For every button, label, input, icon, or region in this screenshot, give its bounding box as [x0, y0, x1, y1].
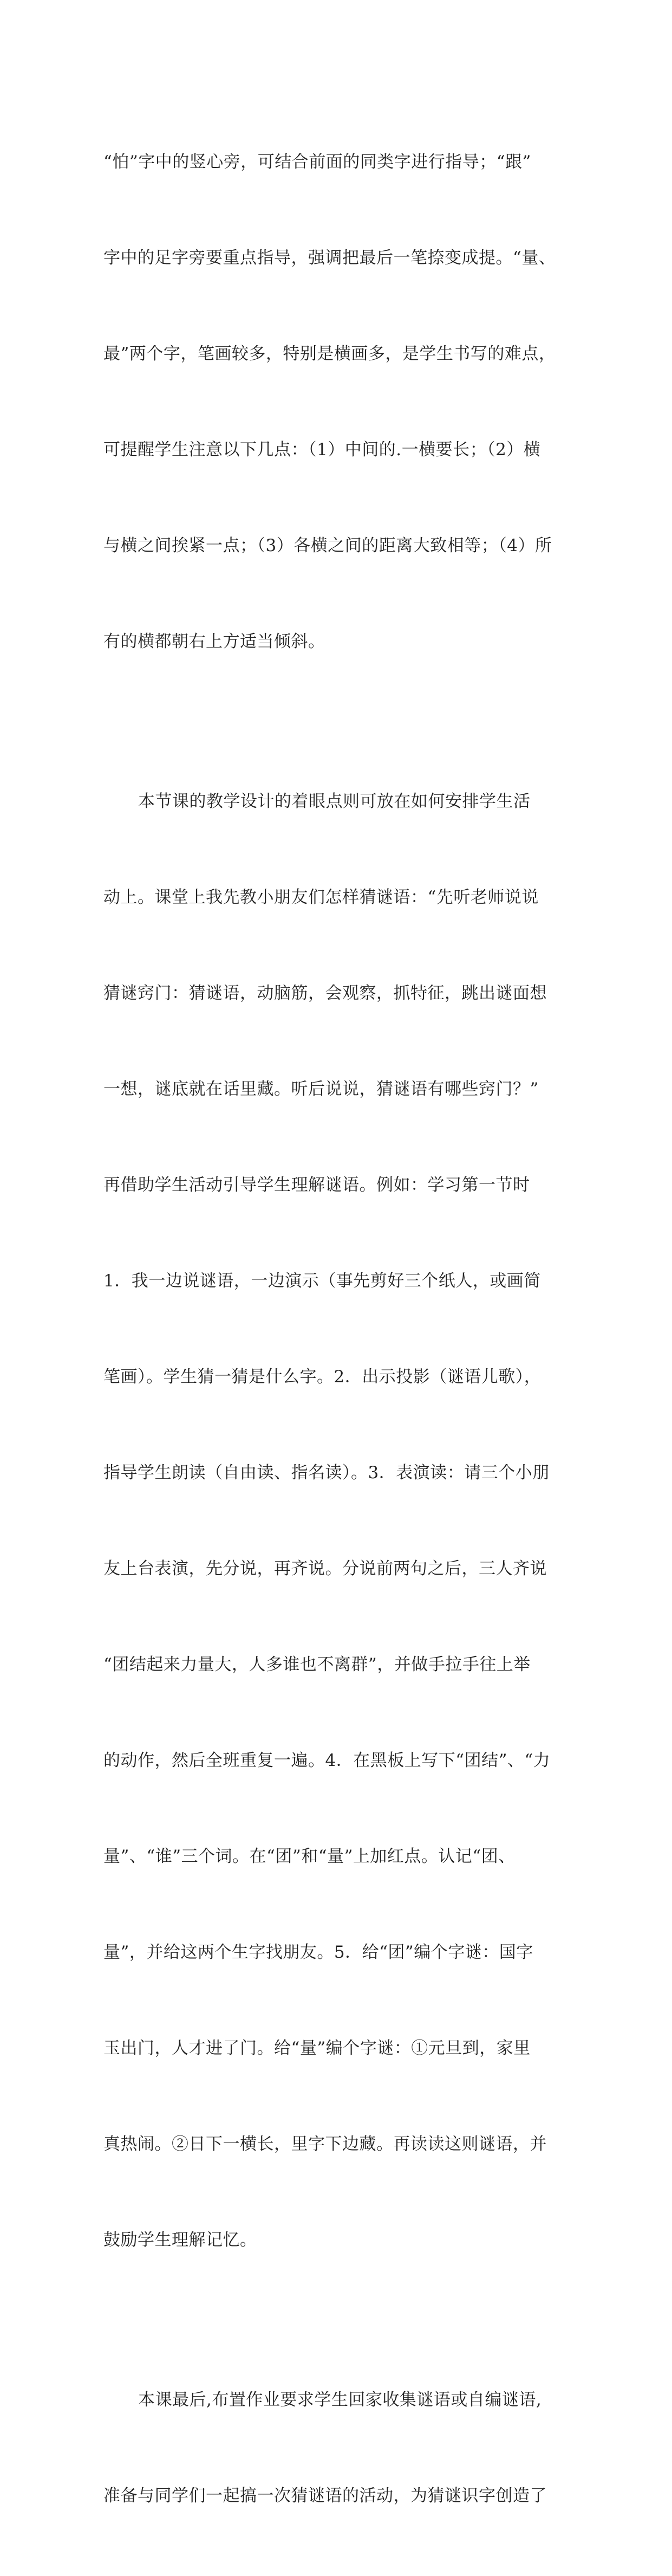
text-line: 玉出门，人才进了门。给“量”编个字谜：①元旦到，家里: [103, 2038, 531, 2058]
text-line: 的动作，然后全班重复一遍。4．在黑板上写下“团结”、“力: [103, 1751, 551, 1770]
text-line: 再借助学生活动引导学生理解谜语。例如：学习第一节时: [103, 1175, 530, 1195]
text-line: 友上台表演，先分说，再齐说。分说前两句之后，三人齐说: [103, 1559, 547, 1578]
text-line: 与横之间挨紧一点；（3）各横之间的距离大致相等；（4）所: [103, 536, 552, 555]
text-line: 鼓励学生理解记忆。: [103, 2230, 257, 2250]
text-line: “怕”字中的竖心旁，可结合前面的同类字进行指导；“跟”: [103, 152, 531, 172]
body-text: [103, 82, 570, 2576]
text-line: 可提醒学生注意以下几点：（1）中间的.一横要长；（2）横: [103, 440, 541, 459]
text-line: “团结起来力量大，人多谁也不离群”，并做手拉手往上举: [103, 1655, 531, 1674]
text-line: 动上。课堂上我先教小朋友们怎样猜谜语：“先听老师说说: [103, 888, 539, 907]
text-line: 最”两个字，笔画较多，特别是横画多，是学生书写的难点，: [103, 344, 556, 364]
text-line: 有的横都朝右上方适当倾斜。: [103, 632, 325, 651]
text-line: 猜谜窍门：猜谜语，动脑筋，会观察，抓特征，跳出谜面想: [103, 983, 547, 1003]
paragraph-2: [103, 722, 570, 2320]
paragraph-3: [103, 2320, 570, 2576]
text-line: 笔画）。学生猜一猜是什么字。2．出示投影（谜语儿歌），: [103, 1367, 541, 1387]
text-line: 本节课的教学设计的着眼点则可放在如何安排学生活: [138, 792, 531, 811]
text-line: 量”、“谁”三个词。在“团”和“量”上加红点。认记“团、: [103, 1847, 516, 1866]
text-line: 1．我一边说谜语，一边演示（事先剪好三个纸人，或画简: [103, 1271, 541, 1291]
paragraph-1: [103, 82, 570, 722]
text-line: 指导学生朗读（自由读、指名读）。3．表演读：请三个小朋: [103, 1463, 550, 1483]
text-line: 字中的足字旁要重点指导，强调把最后一笔捺变成提。“量、: [103, 248, 556, 268]
text-line: 真热闹。②日下一横长，里字下边藏。再读读这则谜语，并: [103, 2134, 547, 2154]
text-line: 一想，谜底就在话里藏。听后说说，猜谜语有哪些窍门？”: [103, 1079, 539, 1099]
text-line: 本课最后,布置作业要求学生回家收集谜语或自编谜语,: [138, 2390, 542, 2410]
text-line: 准备与同学们一起搞一次猜谜语的活动，为猜谜识字创造了: [103, 2486, 547, 2506]
text-line: 量”，并给这两个生字找朋友。5．给“团”编个字谜：国字: [103, 1943, 533, 1962]
